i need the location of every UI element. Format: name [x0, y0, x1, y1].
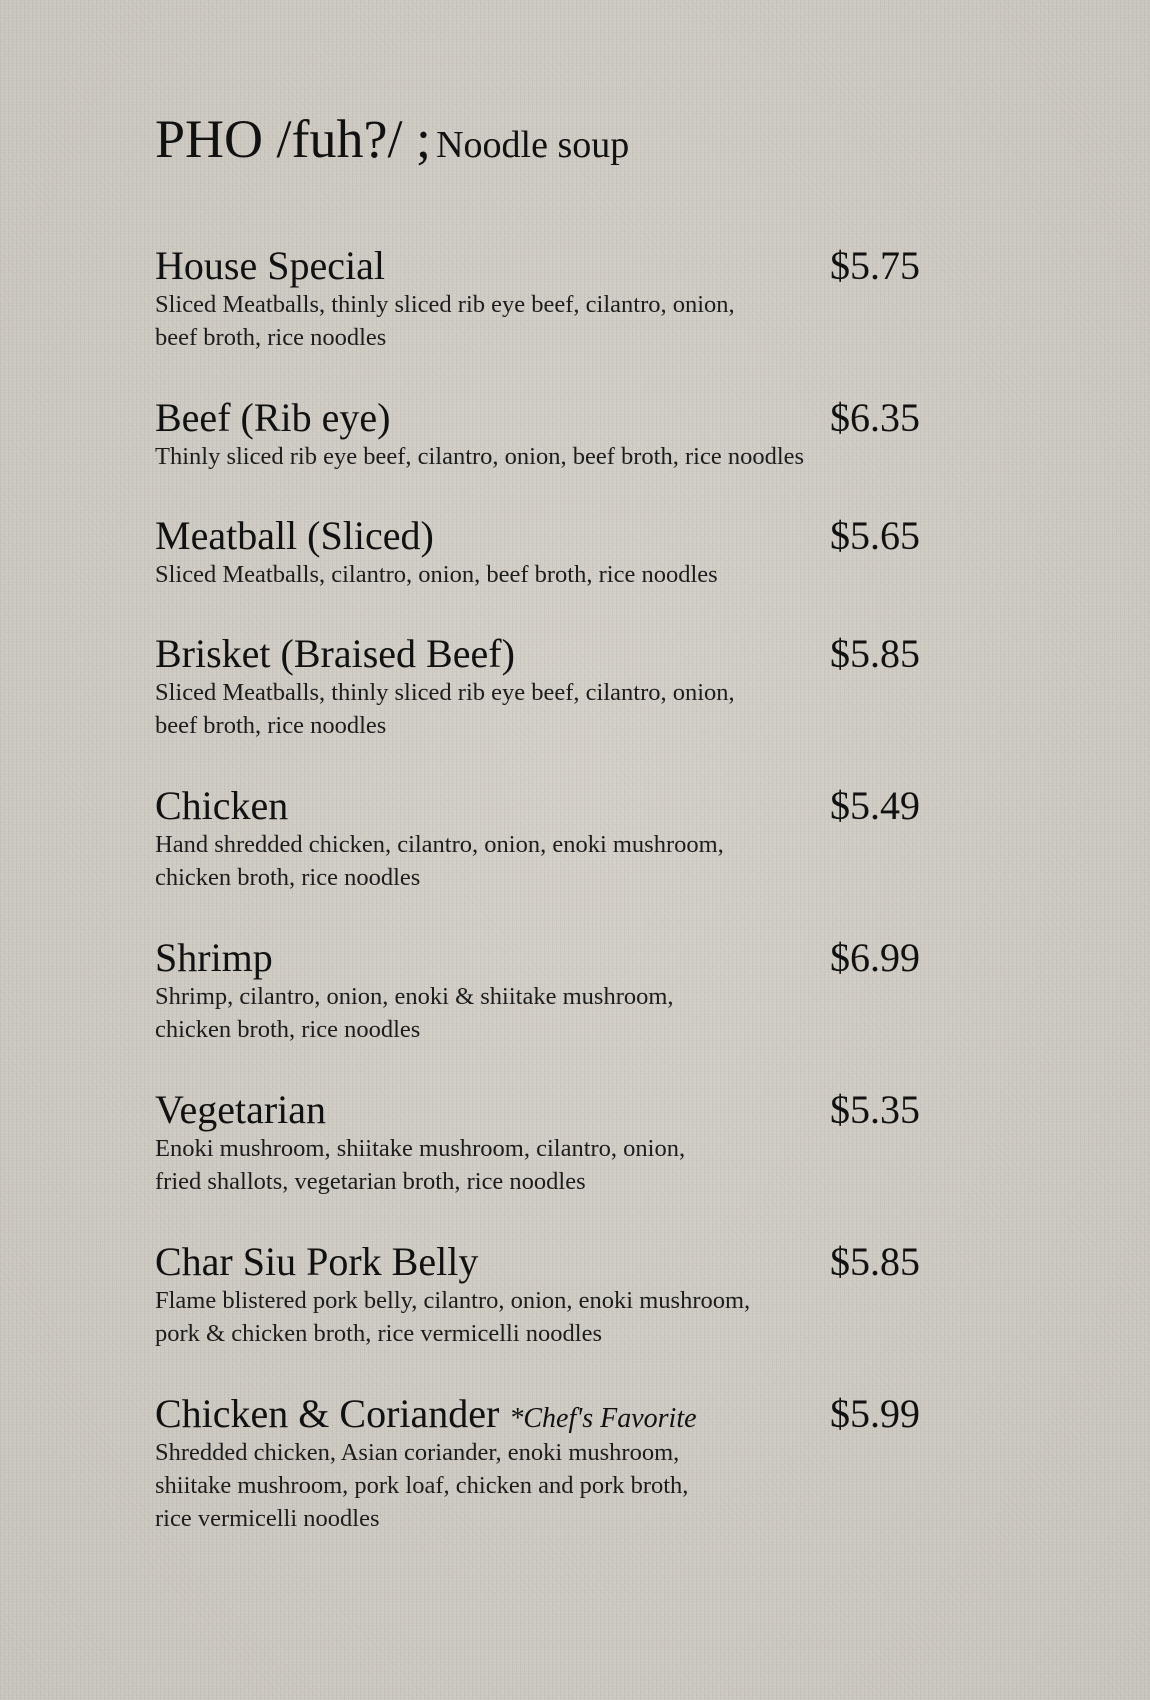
menu-item-vegetarian: [155, 1088, 920, 1198]
menu-item-price: $5.99: [830, 1391, 920, 1436]
menu-item-description: [155, 1132, 920, 1198]
menu-item-header: [155, 784, 920, 828]
menu-item-name: [155, 1391, 697, 1436]
menu-item-price: $5.35: [830, 1087, 920, 1132]
description-line: Sliced Meatballs, thinly sliced rib eye beef, cilantro, onion,: [155, 291, 735, 318]
menu-item-description: [155, 288, 920, 354]
menu-item-beef-rib-eye: [155, 396, 920, 473]
menu-item-meatball-sliced: [155, 514, 920, 591]
menu-item-price: $6.99: [830, 935, 920, 980]
menu-item-description: [155, 558, 920, 591]
menu-item-chicken: [155, 784, 920, 894]
menu-subtitle: Noodle soup: [436, 124, 630, 166]
menu-item-shrimp: [155, 936, 920, 1046]
menu-item-name: Brisket (Braised Beef): [155, 631, 515, 676]
menu-item-header: [155, 396, 920, 440]
description-line: Shrimp, cilantro, onion, enoki & shiitake mushroom,: [155, 983, 674, 1010]
menu-item-name: House Special: [155, 243, 385, 288]
menu-item-name: Vegetarian: [155, 1087, 327, 1132]
description-line: Sliced Meatballs, thinly sliced rib eye beef, cilantro, onion,: [155, 679, 735, 706]
menu-item-description: [155, 980, 920, 1046]
menu-item-name: Beef (Rib eye): [155, 395, 391, 440]
menu-item-brisket: [155, 632, 920, 742]
description-line: pork & chicken broth, rice vermicelli noodles: [155, 1320, 602, 1347]
description-line: Hand shredded chicken, cilantro, onion, enoki mushroom,: [155, 831, 724, 858]
description-line: Flame blistered pork belly, cilantro, onion, enoki mushroom,: [155, 1287, 751, 1314]
description-line: Shredded chicken, Asian coriander, enoki mushroom,: [155, 1439, 680, 1466]
menu-item-header: [155, 632, 920, 676]
menu-item-description: [155, 828, 920, 894]
menu-item-house-special: [155, 244, 920, 354]
menu-item-description: [155, 676, 920, 742]
menu-item-header: [155, 244, 920, 288]
menu-item-price: $5.75: [830, 243, 920, 288]
menu-item-price: $6.35: [830, 395, 920, 440]
menu-item-description: [155, 1436, 920, 1535]
menu-item-header: [155, 936, 920, 980]
description-line: chicken broth, rice noodles: [155, 1016, 421, 1043]
menu-title: PHO /fuh?/ ;: [155, 109, 431, 169]
menu-item-header: [155, 514, 920, 558]
chefs-favorite-note: *Chef's Favorite: [509, 1403, 697, 1434]
menu-item-name: Meatball (Sliced): [155, 513, 434, 558]
description-line: chicken broth, rice noodles: [155, 864, 421, 891]
menu-item-header: [155, 1240, 920, 1284]
menu-heading: [155, 109, 630, 169]
menu-item-name: Chicken: [155, 783, 289, 828]
description-line: Enoki mushroom, shiitake mushroom, cilantro, onion,: [155, 1135, 686, 1162]
menu-item-name-text: Chicken & Coriander: [155, 1391, 500, 1436]
menu-item-description: [155, 440, 920, 473]
description-line: beef broth, rice noodles: [155, 712, 387, 739]
menu-item-header: [155, 1088, 920, 1132]
description-line: Thinly sliced rib eye beef, cilantro, onion, beef broth, rice noodles: [155, 443, 805, 470]
menu-item-price: $5.85: [830, 631, 920, 676]
menu-item-chicken-coriander: [155, 1392, 920, 1535]
menu-item-name: Shrimp: [155, 935, 273, 980]
menu-item-char-siu-pork-belly: [155, 1240, 920, 1350]
description-line: fried shallots, vegetarian broth, rice noodles: [155, 1168, 586, 1195]
menu-item-price: $5.65: [830, 513, 920, 558]
description-line: Sliced Meatballs, cilantro, onion, beef broth, rice noodles: [155, 561, 718, 588]
menu-item-name: Char Siu Pork Belly: [155, 1239, 479, 1284]
description-line: shiitake mushroom, pork loaf, chicken and pork broth,: [155, 1472, 689, 1499]
menu-item-description: [155, 1284, 920, 1350]
description-line: rice vermicelli noodles: [155, 1505, 380, 1532]
description-line: beef broth, rice noodles: [155, 324, 387, 351]
menu-item-price: $5.85: [830, 1239, 920, 1284]
menu-item-header: [155, 1392, 920, 1436]
menu-item-price: $5.49: [830, 783, 920, 828]
